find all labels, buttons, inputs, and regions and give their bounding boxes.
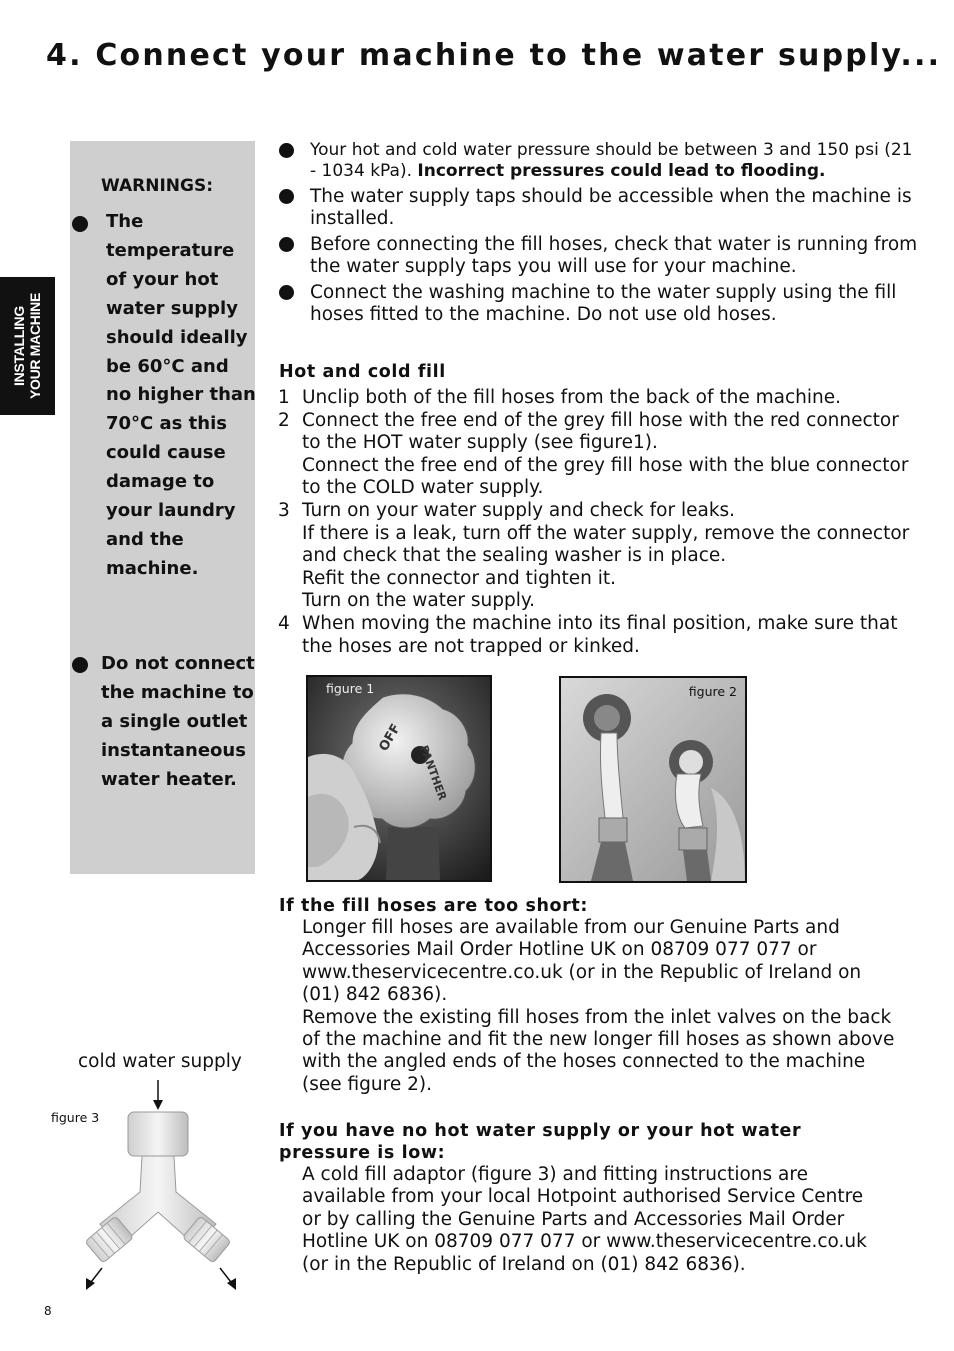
warnings-heading: WARNINGS: xyxy=(101,176,214,196)
no-hot-paragraph-2: (or in the Republic of Ireland on (01) 842 6836). xyxy=(302,1253,746,1275)
flooding-warning: Incorrect pressures could lead to flooding. xyxy=(417,161,826,181)
bullet-icon xyxy=(279,237,294,252)
steps-list xyxy=(278,387,918,658)
list-item: Before connecting the fill hoses, check that water is running from the water supply taps you will use for your machine. xyxy=(278,234,918,278)
bullet-icon xyxy=(72,657,88,673)
bullet-icon xyxy=(279,285,294,300)
short-hoses-paragraph-1: Longer fill hoses are available from our Genuine Parts and Accessories Mail Order Hotline UK on 08709 077 077 or www.theservicecentre.co.uk (or in the Republic of Ireland on (01) 842 6836). xyxy=(302,917,862,1006)
figure-2-photo xyxy=(559,676,747,883)
bullet-icon xyxy=(279,143,294,158)
figure-1-label: figure 1 xyxy=(326,681,375,696)
cold-water-label: cold water supply xyxy=(78,1051,242,1072)
no-hot-text xyxy=(278,1164,872,1276)
requirements-list xyxy=(278,140,918,330)
warning-item-temperature: The temperature of your hot water supply should ideally be 60°C and no higher than 70°C as this could cause damage to your laundry and the machine. xyxy=(106,211,256,579)
short-hoses-text xyxy=(278,917,902,1096)
warning-item-heater: Do not connect the machine to a single outlet instantaneous water heater. xyxy=(101,653,255,790)
figure-3-label: figure 3 xyxy=(51,1110,100,1125)
page-title: 4. Connect your machine to the water supply... xyxy=(46,38,942,73)
step-1: 1 Unclip both of the fill hoses from the back of the machine. xyxy=(278,387,841,408)
page-number: 8 xyxy=(44,1304,52,1318)
list-item: Your hot and cold water pressure should be between 3 and 150 psi (21 - 1034 kPa). Incorrect pressures could lead to flooding. xyxy=(278,140,918,182)
section-tab-line2: YOUR MACHINE xyxy=(27,292,43,400)
bullet-icon xyxy=(72,216,88,232)
tap-photo-icon xyxy=(308,677,490,880)
figure-1-photo xyxy=(306,675,492,882)
section-tab-line1: INSTALLING xyxy=(11,306,27,386)
short-hoses-heading: If the fill hoses are too short: xyxy=(279,896,588,916)
no-hot-heading: If you have no hot water supply or your hot water pressure is low: xyxy=(279,1121,802,1163)
figure-3-adaptor xyxy=(76,1074,256,1294)
no-hot-paragraph-1: A cold fill adaptor (figure 3) and fitting instructions are available from your local Hotpoint authorised Service Centre or by calling the Genuine Parts and Accessories Mail Order Hotline UK on 08709 077 077 or www.theservicecentre.co.uk xyxy=(302,1164,867,1253)
tap-label-off: OFF xyxy=(376,721,404,754)
step-3: 3 Turn on your water supply and check for leaks. If there is a leak, turn off the water supply, remove the connector and check that the sealing washer is in place. Refit the connector and tighten it. Turn on the water supply. xyxy=(278,499,910,612)
figure-2-label: figure 2 xyxy=(688,684,737,699)
warnings-box xyxy=(70,141,255,874)
short-hoses-paragraph-2: Remove the existing fill hoses from the inlet valves on the back of the machine and fit the new longer fill hoses as shown above with the angled ends of the hoses connected to the machine (see figure 2). xyxy=(302,1006,895,1095)
tap-label-brand: PANTHER xyxy=(417,743,450,803)
bullet-icon xyxy=(279,189,294,204)
list-item: Connect the washing machine to the water supply using the fill hoses fitted to the machine. Do not use old hoses. xyxy=(278,282,918,326)
y-adaptor-icon xyxy=(76,1074,256,1294)
hose-connection-icon xyxy=(561,678,745,881)
step-2: 2 Connect the free end of the grey fill hose with the red connector to the HOT water supply (see figure1). Connect the free end of the grey fill hose with the blue connector to the COLD water supply. xyxy=(278,409,909,499)
section-tab-label xyxy=(11,293,43,399)
section-tab xyxy=(0,277,55,415)
hot-cold-heading: Hot and cold fill xyxy=(279,362,446,382)
list-item: The water supply taps should be accessible when the machine is installed. xyxy=(278,186,918,230)
step-4: 4 When moving the machine into its final position, make sure that the hoses are not trapped or kinked. xyxy=(278,612,898,657)
